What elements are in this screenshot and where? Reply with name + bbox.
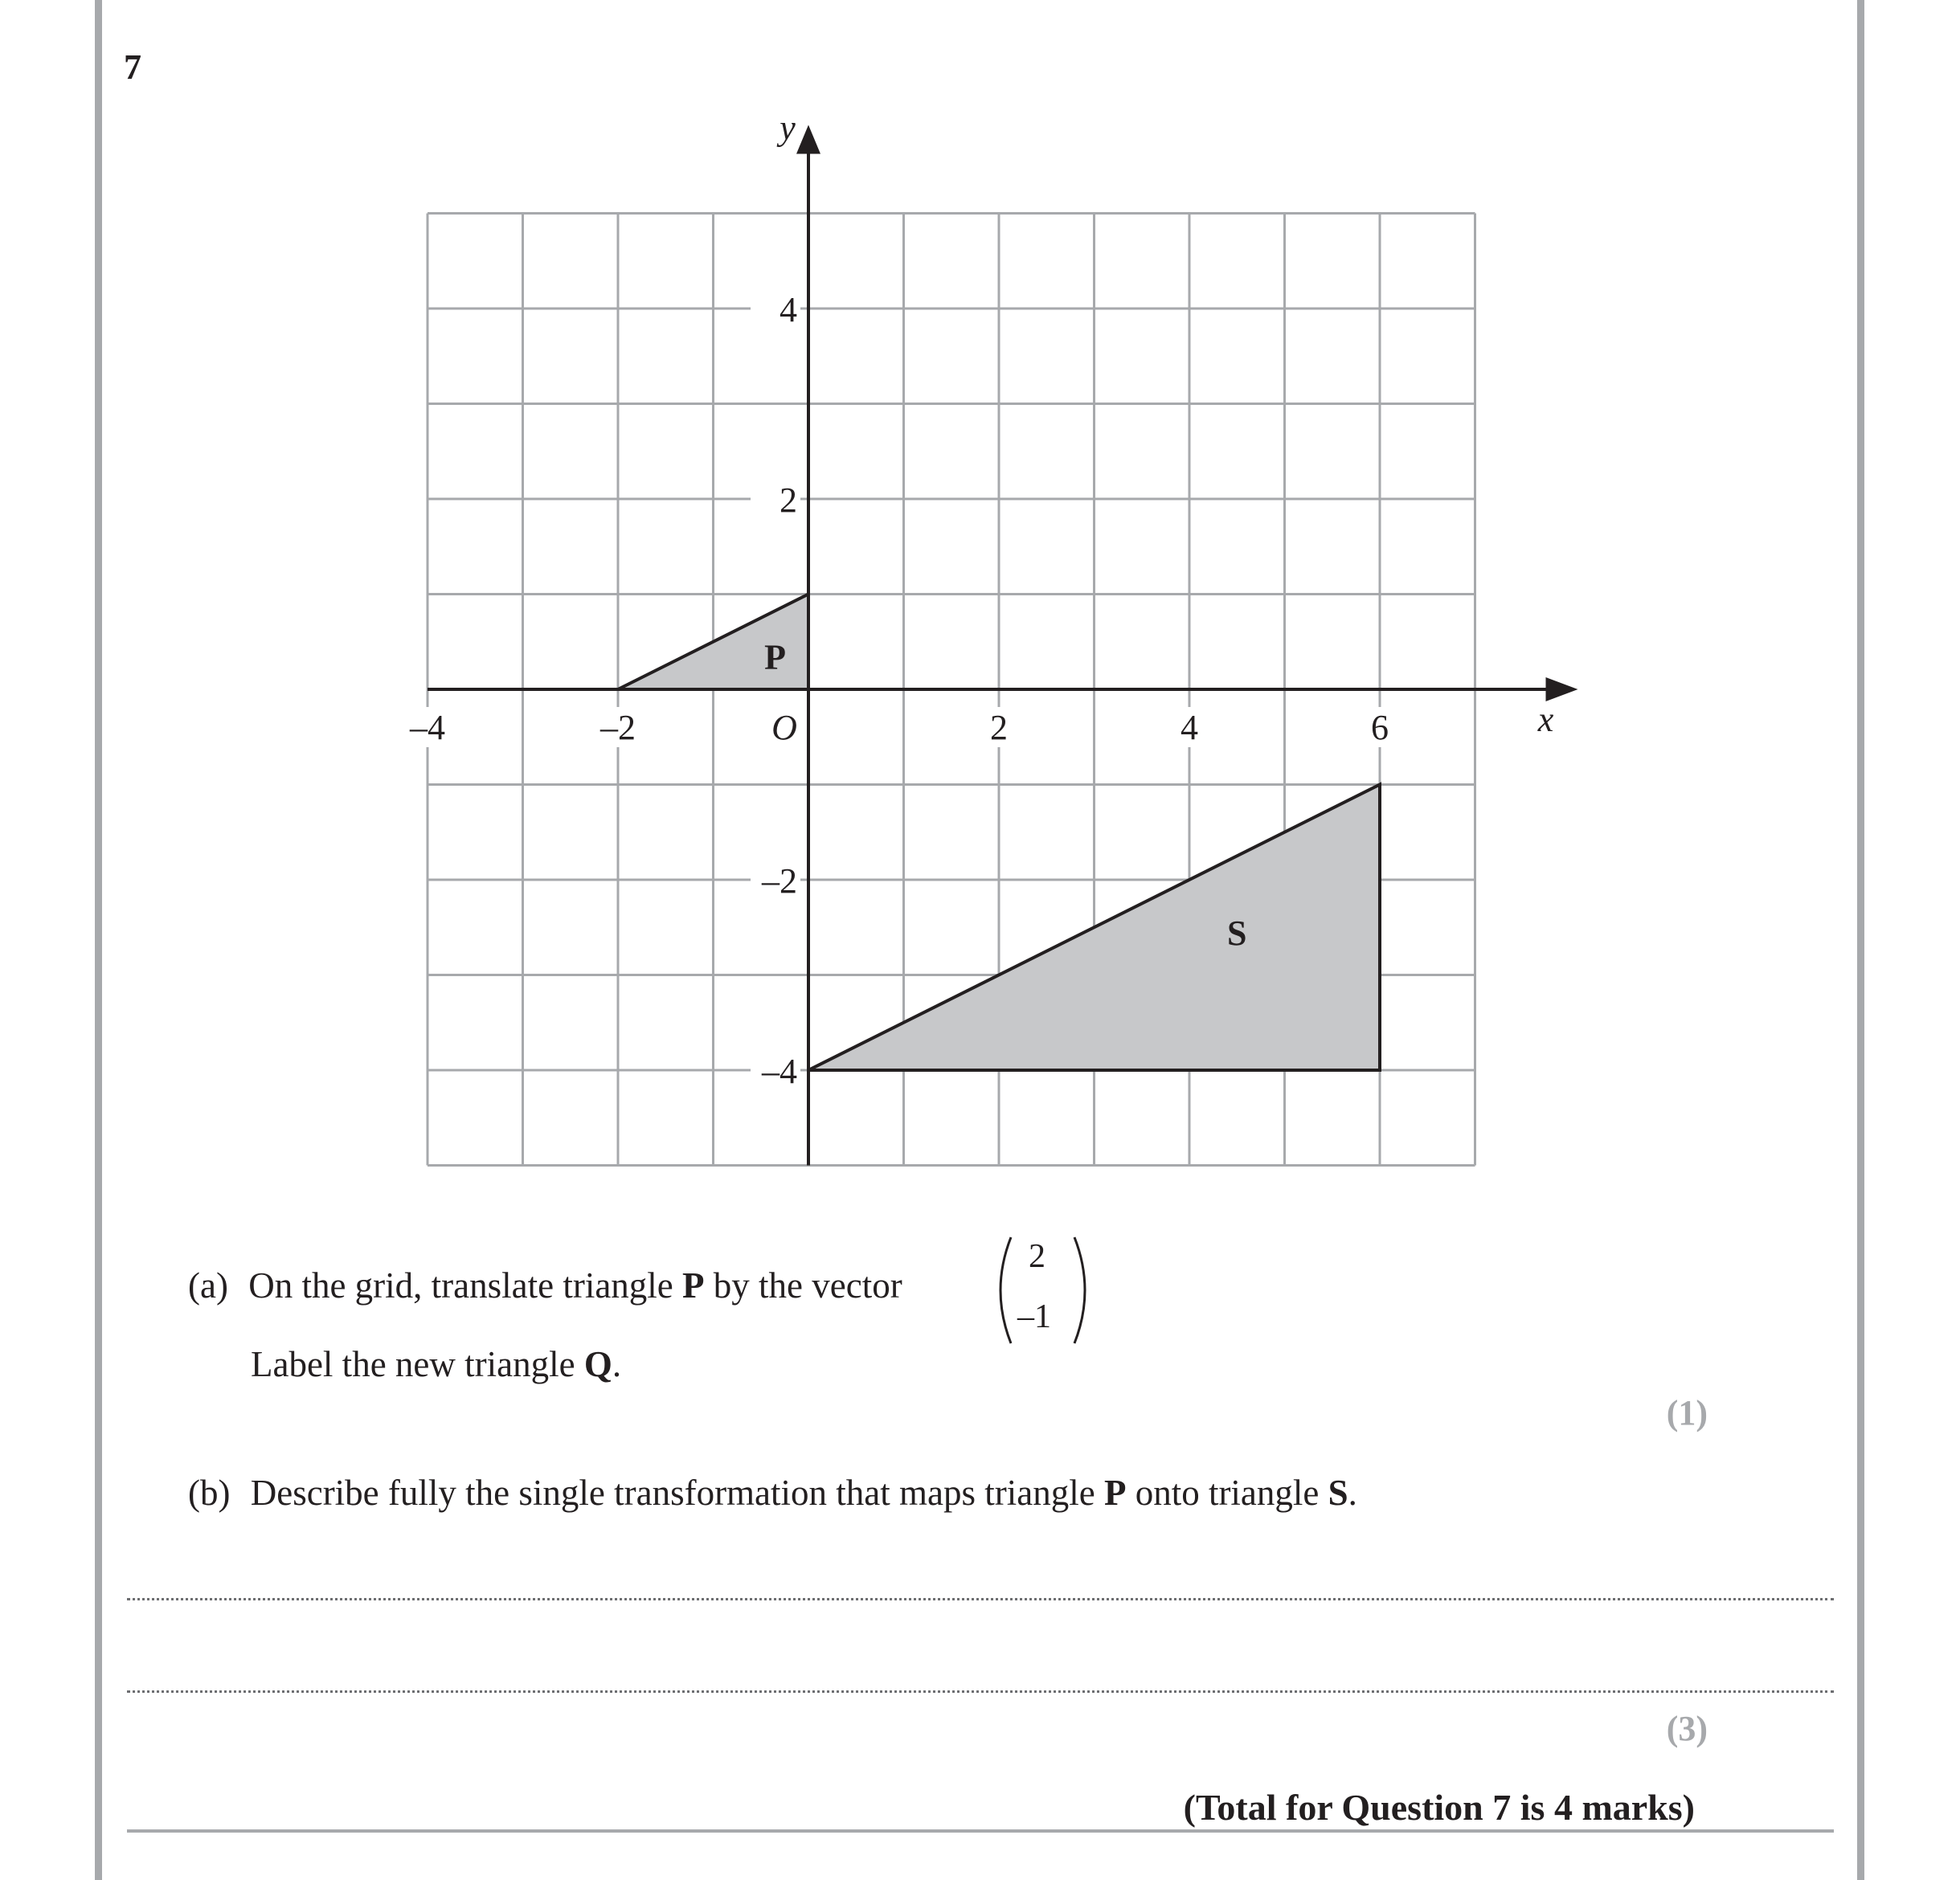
- part-a-line2-after: .: [612, 1344, 622, 1384]
- part-a-text-before: On the grid, translate triangle: [248, 1265, 683, 1306]
- y-tick-label: –4: [762, 1052, 797, 1091]
- triangle-s-label: S: [1227, 913, 1247, 954]
- y-tick-label: 2: [779, 480, 797, 520]
- part-b-bold-p: P: [1103, 1473, 1127, 1513]
- vector-bottom: –1: [1017, 1298, 1051, 1335]
- y-axis-label: y: [779, 108, 796, 148]
- part-a-bold-q: Q: [583, 1344, 612, 1384]
- answer-line-2[interactable]: [127, 1690, 1834, 1693]
- total-marks: (Total for Question 7 is 4 marks): [1183, 1787, 1695, 1828]
- part-a-line1: [188, 1265, 902, 1306]
- x-tick-label: –4: [410, 708, 445, 747]
- triangle-p-label: P: [764, 637, 786, 677]
- part-b-bold-s: S: [1328, 1473, 1348, 1513]
- part-b-label: (b): [188, 1473, 231, 1513]
- answer-line-1[interactable]: [127, 1598, 1834, 1600]
- bottom-rule: [127, 1829, 1834, 1833]
- origin-label: O: [771, 708, 797, 747]
- part-b-text-before: Describe fully the single transformation that maps triangle: [250, 1473, 1104, 1513]
- y-tick-label: 4: [779, 290, 797, 329]
- y-tick-label: –2: [762, 861, 797, 901]
- y-axis-arrow: [796, 125, 820, 154]
- vector-top: 2: [1029, 1238, 1045, 1275]
- part-a-line2-before: Label the new triangle: [251, 1344, 584, 1384]
- part-a-marks: (1): [1666, 1393, 1708, 1432]
- part-b-text-middle: onto triangle: [1126, 1473, 1328, 1513]
- part-b-line1: [188, 1472, 1357, 1514]
- x-tick-label: 4: [1181, 708, 1198, 747]
- x-tick-label: 2: [990, 708, 1008, 747]
- x-axis-arrow: [1546, 677, 1578, 701]
- x-tick-label: 6: [1371, 708, 1389, 747]
- x-tick-label: –2: [600, 708, 636, 747]
- part-a-bold-p: P: [682, 1265, 705, 1306]
- part-a-text-after: by the vector: [704, 1265, 902, 1306]
- part-a-line2: [251, 1343, 621, 1385]
- part-b-text-after: .: [1348, 1473, 1357, 1513]
- question-number: 7: [124, 47, 141, 87]
- part-b-marks: (3): [1666, 1709, 1708, 1748]
- x-axis-label: x: [1537, 700, 1554, 739]
- part-a-label: (a): [188, 1265, 228, 1306]
